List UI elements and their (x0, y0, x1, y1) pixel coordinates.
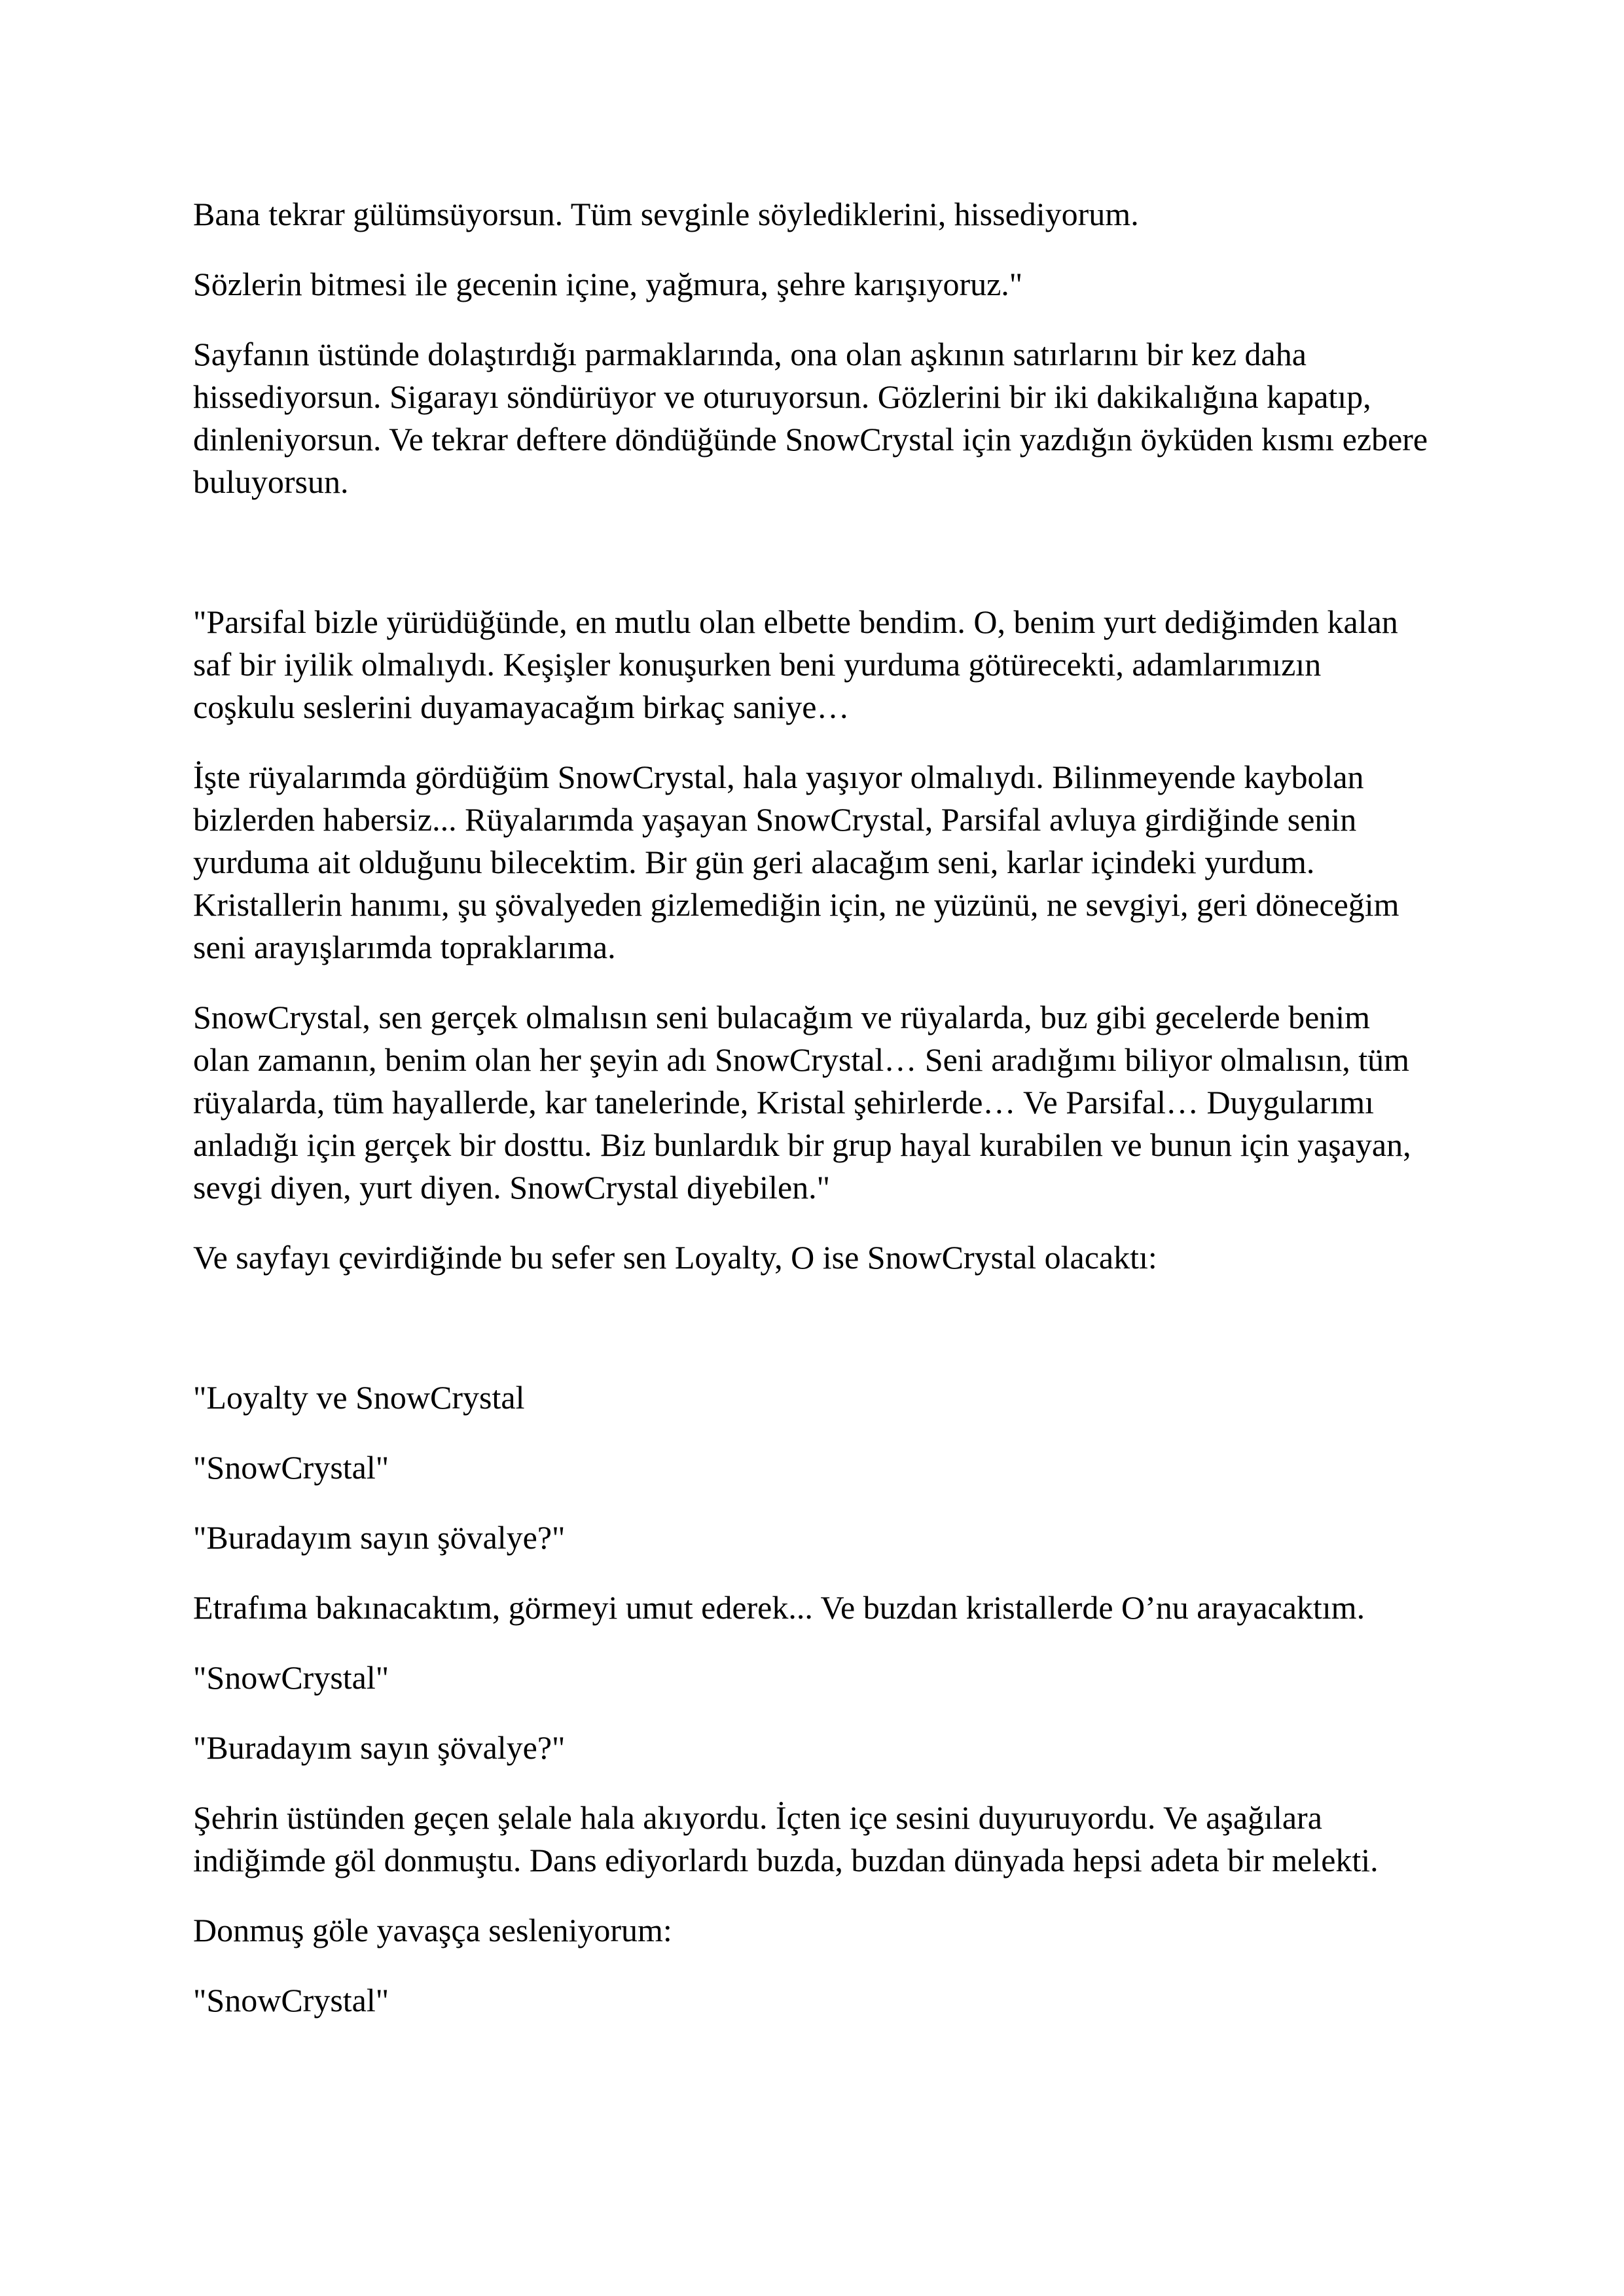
paragraph: "Buradayım sayın şövalye?" (193, 1729, 566, 1766)
paragraph: "SnowCrystal" (193, 1449, 389, 1486)
paragraph: Sözlerin bitmesi ile gecenin içine, yağmura, şehre karışıyoruz." (193, 266, 1023, 302)
paragraph: "Buradayım sayın şövalye?" (193, 1519, 566, 1556)
empty-paragraph (193, 1306, 1431, 1349)
paragraph: İşte rüyalarımda gördüğüm SnowCrystal, hala yaşıyor olmalıydı. Bilinmeyende kaybolan bizlerden habersiz... Rüyalarımda yaşayan SnowCrystal, Parsifal avluya girdiğinde senin yurduma ait olduğunu bilecektim. Bir gün geri alacağım seni, karlar içindeki yurdum. Kristallerin hanımı, şu şövalyeden gizlemediğin için, ne yüzünü, ne sevgiyi, geri döneceğim seni arayışlarımda topraklarıma. (193, 759, 1399, 965)
paragraph: SnowCrystal, sen gerçek olmalısın seni bulacağım ve rüyalarda, buz gibi gecelerde benim olan zamanın, benim olan her şeyin adı SnowCrystal… Seni aradığımı biliyor olmalısın, tüm rüyalarda, tüm hayallerde, kar tanelerinde, Kristal şehirlerde… Ve Parsifal… Duygularımı anladığı için gerçek bir dosttu. Biz bunlardık bir grup hayal kurabilen ve bunun için yaşayan, sevgi diyen, yurt diyen. SnowCrystal diyebilen." (193, 999, 1411, 1206)
paragraph: Etrafıma bakınacaktım, görmeyi umut ederek... Ve buzdan kristallerde O’nu arayacaktım. (193, 1589, 1365, 1626)
paragraph: Ve sayfayı çevirdiğinde bu sefer sen Loyalty, O ise SnowCrystal olacaktı: (193, 1239, 1157, 1276)
paragraph: Donmuş göle yavaşça sesleniyorum: (193, 1912, 672, 1948)
paragraph: "SnowCrystal" (193, 1659, 389, 1696)
paragraph: "SnowCrystal" (193, 1982, 389, 2018)
paragraph: Sayfanın üstünde dolaştırdığı parmaklarında, ona olan aşkının satırlarını bir kez daha hissediyorsun. Sigarayı söndürüyor ve oturuyorsun. Gözlerini bir iki dakikalığına kapatıp, dinleniyorsun. Ve tekrar deftere döndüğünde SnowCrystal için yazdığın öyküden kısmı ezbere buluyorsun. (193, 336, 1428, 500)
paragraph: Bana tekrar gülümsüyorsun. Tüm sevginle söylediklerini, hissediyorum. (193, 196, 1139, 232)
paragraph: "Loyalty ve SnowCrystal (193, 1379, 525, 1416)
paragraph: "Parsifal bizle yürüdüğünde, en mutlu olan elbette bendim. O, benim yurt dediğimden kalan saf bir iyilik olmalıydı. Keşişler konuşurken beni yurduma götürecekti, adamlarımızın coşkulu seslerini duyamayacağım birkaç saniye… (193, 603, 1398, 725)
paragraph: Şehrin üstünden geçen şelale hala akıyordu. İçten içe sesini duyuruyordu. Ve aşağılara indiğimde göl donmuştu. Dans ediyorlardı buzda, buzdan dünyada hepsi adeta bir melekti. (193, 1799, 1379, 1878)
empty-paragraph (193, 531, 1431, 573)
